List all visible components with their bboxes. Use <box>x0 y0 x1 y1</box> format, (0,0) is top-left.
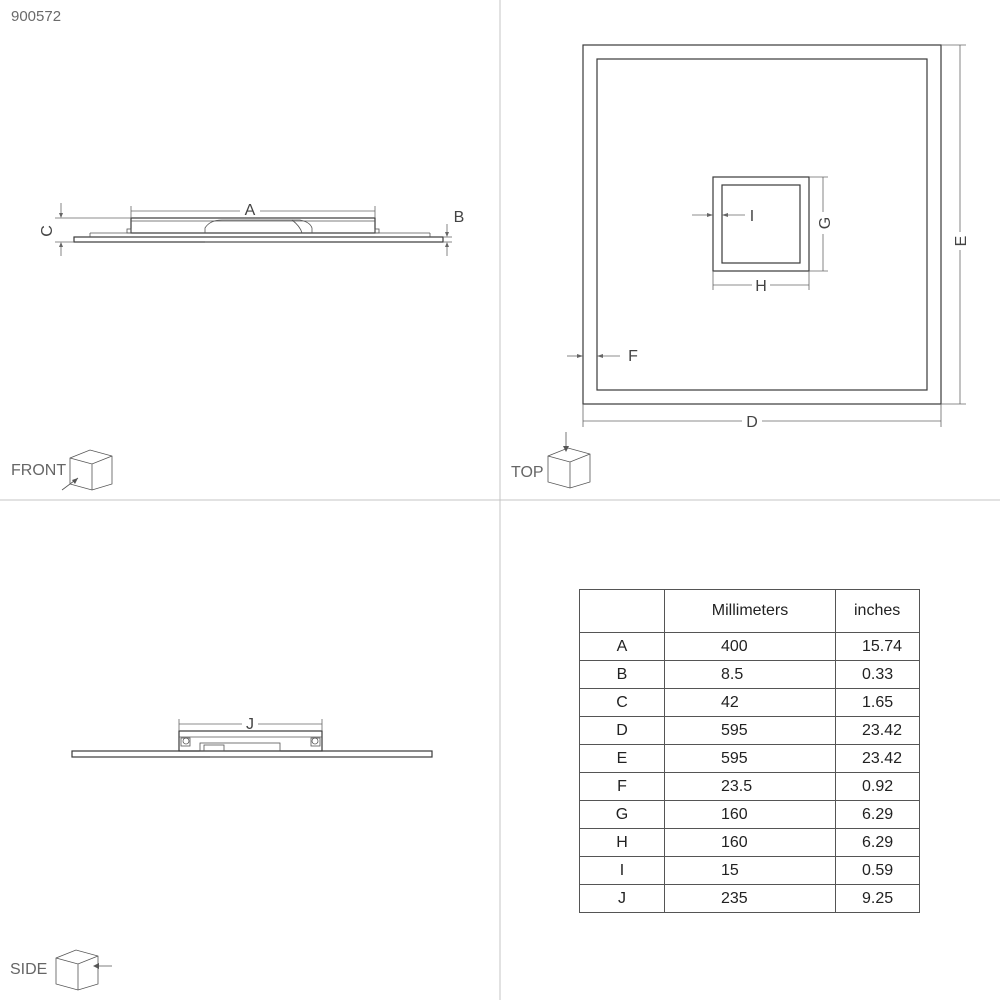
row-mm: 8.5 <box>665 661 836 689</box>
row-mm: 15 <box>665 857 836 885</box>
product-code: 900572 <box>11 8 62 25</box>
row-label: E <box>580 745 665 773</box>
top-driver-inner <box>722 185 800 263</box>
dim-label-c: C <box>39 225 56 237</box>
dim-label-b: B <box>453 209 465 226</box>
row-mm: 400 <box>665 633 836 661</box>
side-panel <box>72 751 432 757</box>
top-view <box>567 45 970 431</box>
dim-label-h: H <box>755 278 767 295</box>
header-millimeters: Millimeters <box>665 590 836 633</box>
table-row <box>580 857 920 885</box>
side-view-label: SIDE <box>10 961 48 978</box>
row-in: 0.59 <box>836 857 920 885</box>
top-inner-frame <box>597 59 927 390</box>
row-mm: 595 <box>665 717 836 745</box>
row-label: I <box>580 857 665 885</box>
table-header-row <box>580 590 920 633</box>
table-row <box>580 633 920 661</box>
table-row <box>580 829 920 857</box>
row-mm: 23.5 <box>665 773 836 801</box>
row-in: 6.29 <box>836 829 920 857</box>
front-view-label: FRONT <box>11 462 67 479</box>
dim-label-f: F <box>628 348 638 365</box>
row-label: F <box>580 773 665 801</box>
side-view <box>72 716 432 757</box>
front-view-cube-icon <box>62 450 112 490</box>
row-in: 9.25 <box>836 885 920 913</box>
row-label: G <box>580 801 665 829</box>
row-mm: 42 <box>665 689 836 717</box>
table-row <box>580 689 920 717</box>
side-view-cube-icon <box>56 950 112 990</box>
row-label: C <box>580 689 665 717</box>
table-row <box>580 885 920 913</box>
table-row <box>580 661 920 689</box>
header-inches: inches <box>836 590 920 633</box>
row-mm: 235 <box>665 885 836 913</box>
top-view-cube-icon <box>548 432 590 488</box>
dim-label-j: J <box>246 716 254 733</box>
row-mm: 160 <box>665 829 836 857</box>
row-mm: 595 <box>665 745 836 773</box>
dim-label-i: I <box>749 208 755 225</box>
dim-label-g: G <box>817 216 834 230</box>
row-in: 1.65 <box>836 689 920 717</box>
row-in: 0.92 <box>836 773 920 801</box>
front-panel <box>74 237 443 242</box>
side-driver-box <box>179 731 322 751</box>
row-in: 23.42 <box>836 745 920 773</box>
row-label: D <box>580 717 665 745</box>
top-driver-outer <box>713 177 809 271</box>
dimensions-table <box>579 589 920 913</box>
dim-label-e: E <box>953 235 970 247</box>
row-in: 6.29 <box>836 801 920 829</box>
dim-label-a: A <box>244 202 256 219</box>
row-label: J <box>580 885 665 913</box>
front-view <box>39 202 464 256</box>
table-row <box>580 801 920 829</box>
row-label: B <box>580 661 665 689</box>
row-label: A <box>580 633 665 661</box>
row-in: 15.74 <box>836 633 920 661</box>
row-in: 0.33 <box>836 661 920 689</box>
header-blank <box>580 590 665 633</box>
row-label: H <box>580 829 665 857</box>
table-row <box>580 773 920 801</box>
dim-label-d: D <box>746 414 758 431</box>
row-in: 23.42 <box>836 717 920 745</box>
table-row <box>580 745 920 773</box>
table-row <box>580 717 920 745</box>
top-view-label: TOP <box>511 464 544 481</box>
row-mm: 160 <box>665 801 836 829</box>
